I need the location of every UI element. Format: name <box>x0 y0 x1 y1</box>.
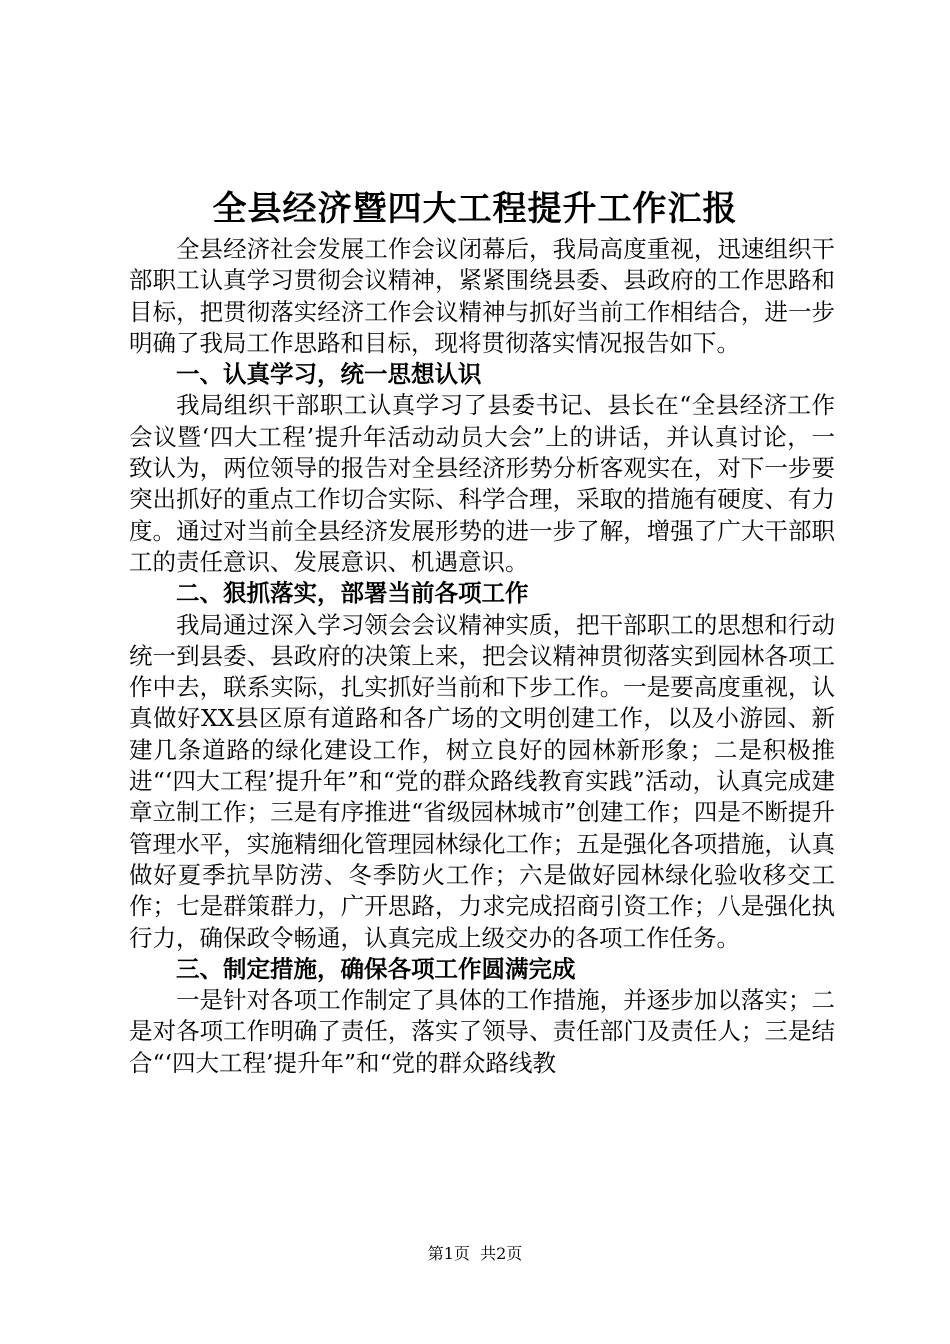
document-title: 全县经济暨四大工程提升工作汇报 <box>212 189 738 229</box>
page-number: 第1页 <box>427 1244 470 1263</box>
section-heading-1: 一、认真学习，统一思想认识 <box>176 360 482 389</box>
page-total: 共2页 <box>480 1244 523 1263</box>
section-body-1: 我局组织干部职工认真学习了县委书记、县长在“全县经济工作会议暨‘四大工程’提升年活动动员大会”上的讲话，并认真讨论，一致认为，两位领导的报告对全县经济形势分析客观实在，对下一步要突出抓好的重点工作切合实际、科学合理，采取的措施有硬度、有力度。通过对当前全县经济发展形势的进一步了解，增强了广大干部职工的责任意识、发展意识、机遇意识。 <box>129 391 835 576</box>
intro-paragraph: 全县经济社会发展工作会议闭幕后，我局高度重视，迅速组织干部职工认真学习贯彻会议精神，紧紧围绕县委、县政府的工作思路和目标，把贯彻落实经济工作会议精神与抓好当前工作相结合，进一步明确了我局工作思路和目标，现将贯彻落实情况报告如下。 <box>129 235 835 357</box>
section-heading-2: 二、狠抓落实，部署当前各项工作 <box>176 579 529 608</box>
section-body-3: 一是针对各项工作制定了具体的工作措施，并逐步加以落实；二是对各项工作明确了责任，落实了领导、责任部门及责任人；三是结合“‘四大工程’提升年”和“党的群众路线教 <box>129 986 835 1077</box>
document-body <box>129 234 835 1079</box>
section-heading-3: 三、制定措施，确保各项工作圆满完成 <box>176 954 576 983</box>
page-footer <box>0 1243 950 1265</box>
section-body-2: 我局通过深入学习领会会议精神实质，把干部职工的思想和行动统一到县委、县政府的决策上来，把会议精神贯彻落实到园林各项工作中去，联系实际，扎实抓好当前和下步工作。一是要高度重视，认真做好XX县区原有道路和各广场的文明创建工作，以及小游园、新建几条道路的绿化建设工作，树立良好的园林新形象；二是积极推进“‘四大工程’提升年”和“党的群众路线教育实践”活动，认真完成建章立制工作；三是有序推进“省级园林城市”创建工作；四是不断提升管理水平，实施精细化管理园林绿化工作；五是强化各项措施，认真做好夏季抗旱防涝、冬季防火工作；六是做好园林绿化验收移交工作；七是群策群力，广开思路，力求完成招商引资工作；八是强化执行力，确保政令畅通，认真完成上级交办的各项工作任务。 <box>129 610 835 952</box>
